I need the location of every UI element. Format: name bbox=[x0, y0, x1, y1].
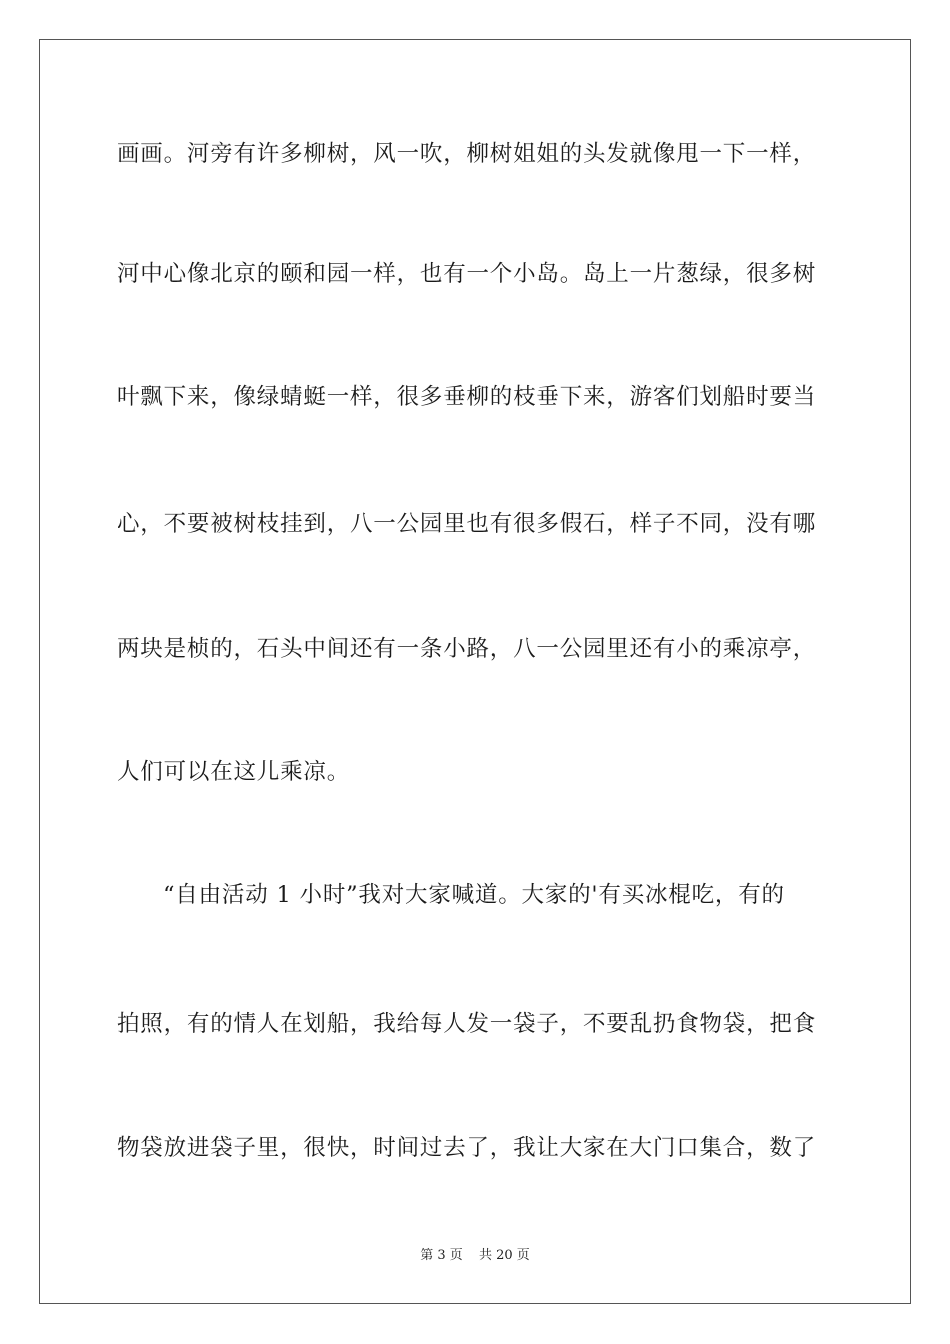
body-text-line: 人们可以在这儿乘凉。 bbox=[117, 759, 351, 785]
page-footer bbox=[0, 1247, 950, 1265]
body-text-line: 拍照，有的情人在划船，我给每人发一袋子，不要乱扔食物袋，把食 bbox=[117, 1011, 817, 1037]
page-number: 第 3 页 bbox=[420, 1248, 463, 1263]
body-text-line: 物袋放进袋子里，很快，时间过去了，我让大家在大门口集合，数了 bbox=[117, 1135, 817, 1161]
body-text-line: 画画。河旁有许多柳树，风一吹，柳树姐姐的头发就像甩一下一样， bbox=[117, 141, 817, 167]
body-text-line: 心，不要被树枝挂到，八一公园里也有很多假石，样子不同，没有哪 bbox=[117, 511, 817, 537]
body-text-line: 两块是桢的，石头中间还有一条小路，八一公园里还有小的乘凉亭， bbox=[117, 636, 817, 662]
page-border bbox=[39, 39, 911, 1304]
paragraph-first-line: “自由活动 1 小时”我对大家喊道。大家的'有买冰棍吃，有的 bbox=[163, 882, 785, 908]
body-text-line: 河中心像北京的颐和园一样，也有一个小岛。岛上一片葱绿，很多树 bbox=[117, 261, 817, 287]
body-text-line: 叶飘下来，像绿蜻蜓一样，很多垂柳的枝垂下来，游客们划船时要当 bbox=[117, 384, 817, 410]
page-total: 共 20 页 bbox=[478, 1248, 530, 1263]
